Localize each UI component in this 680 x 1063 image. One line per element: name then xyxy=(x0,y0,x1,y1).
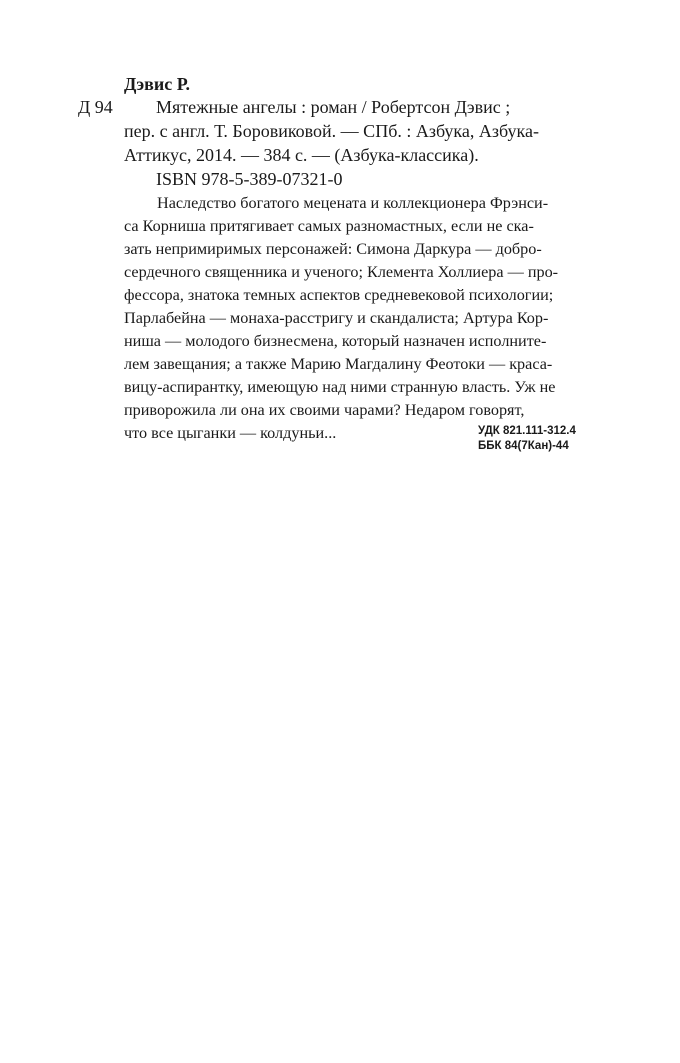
annotation-line: лем завещания; а также Марию Магдалину Феотоки — краса- xyxy=(124,355,553,373)
classification-codes xyxy=(478,424,576,454)
annotation-line: Наследство богатого мецената и коллекционера Фрэнси- xyxy=(157,194,549,212)
annotation-line: фессора, знатока темных аспектов средневековой психологии; xyxy=(124,286,554,304)
annotation-line: са Корниша притягивает самых разномастных, если не ска- xyxy=(124,217,534,235)
bbk-code: ББК 84(7Кан)-44 xyxy=(478,440,569,452)
annotation-line: Парлабейна — монаха-расстригу и скандалиста; Артура Кор- xyxy=(124,309,549,327)
udk-code: УДК 821.111-312.4 xyxy=(478,425,576,437)
isbn: ISBN 978-5-389-07321-0 xyxy=(156,169,343,189)
annotation-line: сердечного священника и ученого; Клемента Холлиера — про- xyxy=(124,263,559,281)
annotation-line: вицу-аспирантку, имеющую над ними странную власть. Уж не xyxy=(124,378,556,396)
annotation-line: ниша — молодого бизнесмена, который назначен исполните- xyxy=(124,332,547,350)
bibliographic-line: Мятежные ангелы : роман / Робертсон Дэвис ; xyxy=(156,97,511,117)
annotation-line: что все цыганки — колдуньи... xyxy=(124,424,337,442)
author-code: Д 94 xyxy=(78,97,113,117)
author-heading: Дэвис Р. xyxy=(124,74,190,94)
bibliographic-line: пер. с англ. Т. Боровиковой. — СПб. : Азбука, Азбука- xyxy=(124,121,539,141)
bibliographic-line: Аттикус, 2014. — 384 с. — (Азбука-классика). xyxy=(124,145,479,165)
annotation-line: приворожила ли она их своими чарами? Недаром говорят, xyxy=(124,401,525,419)
annotation-line: зать непримиримых персонажей: Симона Даркура — добро- xyxy=(124,240,542,258)
